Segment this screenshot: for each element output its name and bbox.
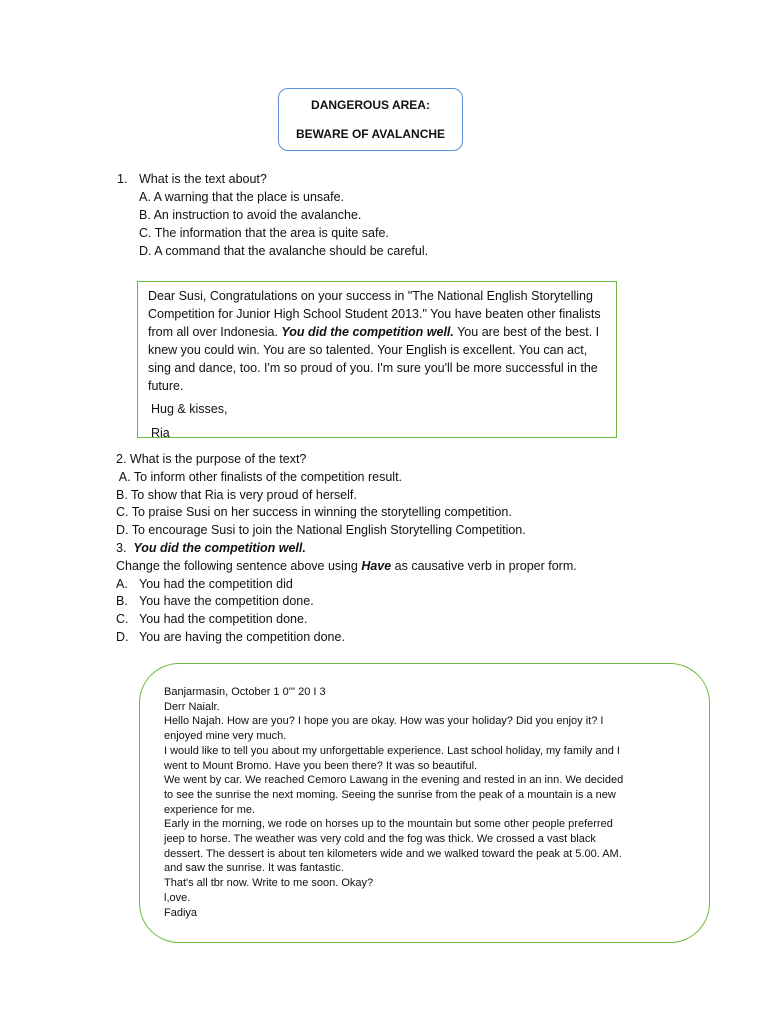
question-3-number: 3.: [116, 540, 127, 555]
option-text: You are having the competition done.: [139, 629, 345, 644]
question-3-instruction: [116, 558, 577, 576]
question-3-instruction-after: as causative verb in proper form.: [391, 558, 577, 573]
question-3-sentence: You did the competition well.: [133, 540, 306, 555]
letter-2-salutation: Derr Naialr.: [164, 700, 220, 713]
sign-line-2: BEWARE OF AVALANCHE: [295, 127, 446, 141]
option-text: You have the competition done.: [139, 594, 314, 609]
letter-2-date: Banjarmasin, October 1 0''' 20 I 3: [164, 686, 326, 698]
letter-1-text-before: Dear Susi, Congratulations on your success in "The National English Storytelling Competition for Junior High School Student 2013." You have beaten other finalists from all over Indonesia.: [148, 289, 601, 339]
question-3-instruction-word: Have: [361, 558, 392, 573]
question-3-heading: [116, 540, 577, 558]
question-2-option-a: A. To inform other finalists of the competition result.: [116, 469, 403, 484]
letter-2-signature: Fadiya: [164, 906, 198, 919]
question-2-text: 2. What is the purpose of the text?: [116, 452, 307, 466]
question-1-option-c: C. The information that the area is quite safe.: [139, 226, 389, 240]
letter-1-signature: Ria: [151, 426, 170, 438]
questions-2-3: [116, 451, 577, 647]
option-letter: A.: [116, 576, 128, 591]
option-letter: D.: [116, 629, 129, 644]
letter-1-body: [148, 287, 606, 395]
letter-1-closing: Hug & kisses,: [151, 402, 228, 416]
question-1-number: 1.: [117, 172, 128, 186]
letter-2-closing-line: That's all tbr now. Write to me soon. Okay?: [164, 877, 374, 890]
letter-2-paragraph-3: We went by car. We reached Cemoro Lawang in the evening and rested in an inn. We decided to see the sunrise the next moming. Seeing the sunrise from the peak of a mountain is a new experience for me.: [164, 774, 624, 816]
letter-2-paragraph-4: Early in the morning, we rode on horses up to the mountain but some other people preferred jeep to horse. The weather was very cold and the fog was thick. We crossed a vast black dessert. The dessert is about ten kilometers wide and we walked toward the peak at 5.00. AM. and saw the sunrise. It was fantastic.: [164, 818, 622, 875]
holiday-letter: [139, 663, 710, 943]
option-text: You had the competition done.: [139, 612, 308, 627]
question-1-option-b: B. An instruction to avoid the avalanche.: [139, 208, 362, 222]
letter-2-paragraph-1: Hello Najah. How are you? I hope you are okay. How was your holiday? Did you enjoy it? I enjoyed mine very much.: [164, 715, 604, 743]
option-letter: C.: [116, 612, 129, 627]
letter-2-closing: l,ove.: [164, 891, 191, 904]
sign-line-1: DANGEROUS AREA:: [311, 98, 430, 112]
question-3-instruction-before: Change the following sentence above using: [116, 558, 362, 573]
question-1-option-d: D. A command that the avalanche should be careful.: [139, 244, 429, 258]
question-3-option-b: [116, 593, 577, 611]
option-letter: B.: [116, 594, 128, 609]
question-3-option-a: [116, 576, 577, 594]
question-3-option-c: [116, 611, 577, 629]
letter-2-paragraph-2: I would like to tell you about my unforgettable experience. Last school holiday, my family and I went to Mount Bromo. Have you been there? It was so beautiful.: [164, 744, 620, 772]
option-text: You had the competition did: [139, 576, 293, 591]
warning-sign: [278, 88, 463, 151]
question-2-option-b: B. To show that Ria is very proud of herself.: [116, 487, 357, 502]
question-1-option-a: A. A warning that the place is unsafe.: [139, 190, 344, 204]
congratulation-letter: [137, 281, 617, 438]
letter-1-emphasis: You did the competition well.: [281, 325, 454, 339]
question-2-option-c: C. To praise Susi on her success in winning the storytelling competition.: [116, 505, 512, 520]
letter-1-text-after: You are best of the best. I knew you could win. You are so talented. Your English is excellent. You can act, sing and dance, too. I'm so proud of you. I'm sure you'll be more successful in the future.: [148, 325, 600, 393]
question-1-text: What is the text about?: [139, 172, 267, 186]
question-3-option-d: [116, 629, 577, 647]
question-2-option-d: D. To encourage Susi to join the National English Storytelling Competition.: [116, 523, 526, 538]
